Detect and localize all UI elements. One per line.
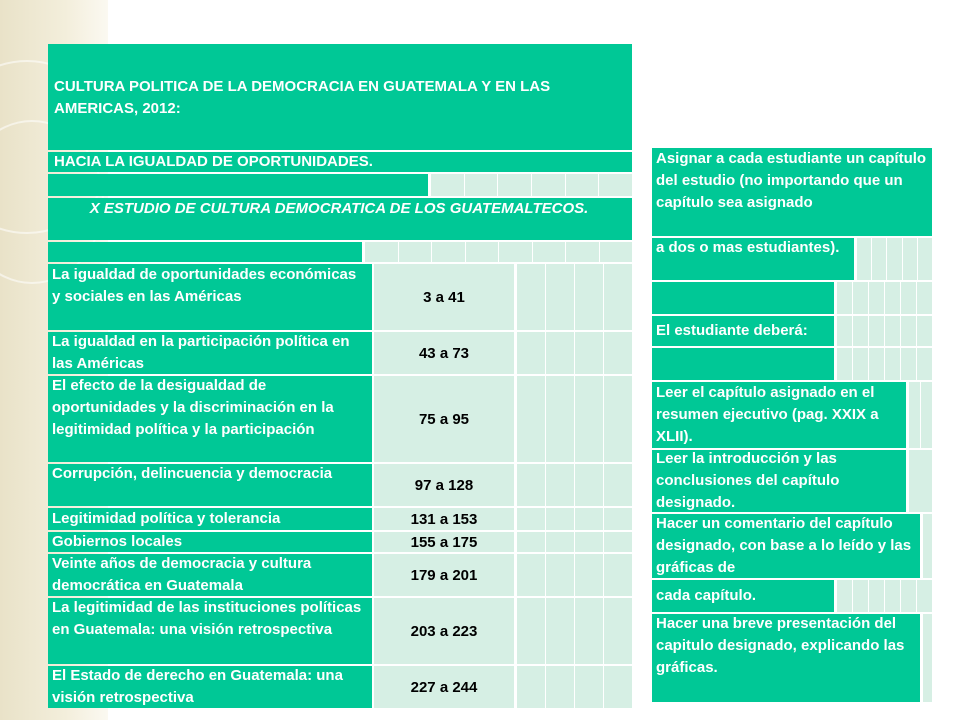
task-text: Hacer una breve presentación del capitulo designado, explicando las gráficas. [656,615,905,676]
task-text: Leer la introducción y las conclusiones del capítulo designado. [656,450,840,511]
pages-text: 227 a 244 [410,678,478,696]
instruction-text: El estudiante deberá: [656,322,808,339]
empty-green-cell [48,242,362,262]
empty-grid-cells [430,174,632,196]
empty-grid-cells [836,316,932,346]
pages-text: 203 a 223 [410,622,478,640]
empty-grid-cells [908,382,932,448]
empty-grid-cells [516,598,632,664]
study-title: X ESTUDIO DE CULTURA DEMOCRATICA DE LOS GUATEMALTECOS. [89,200,589,217]
empty-green-cell [48,174,428,196]
empty-grid-cells [516,464,632,506]
empty-grid-cells [364,242,632,262]
empty-grid-cells [516,508,632,530]
topic-text: Corrupción, delincuencia y democracia [52,465,333,482]
topic-text: El efecto de la desigualdad de oportunidades y la discriminación en la legitimidad política y la participación [52,377,334,438]
empty-grid-cells [836,348,932,380]
table-title: CULTURA POLITICA DE LA DEMOCRACIA EN GUATEMALA Y EN LAS AMERICAS, 2012: [54,78,551,117]
empty-grid-cells [922,614,932,702]
instruction-text: a dos o mas estudiantes). [656,239,840,256]
empty-grid-cells [856,238,932,280]
topic-text: La igualdad en la participación política en las Américas [52,333,350,372]
empty-grid-cells [836,282,932,314]
topic-text: Veinte años de democracia y cultura democrática en Guatemala [52,555,312,594]
pages-text: 155 a 175 [410,533,478,551]
pages-text: 43 a 73 [418,344,470,362]
table-subtitle: HACIA LA IGUALDAD DE OPORTUNIDADES. [54,153,373,170]
task-text: Hacer un comentario del capítulo designado, con base a lo leído y las gráficas de [656,515,912,576]
task-text: Leer el capítulo asignado en el resumen ejecutivo (pag. XXIX a XLII). [656,384,879,445]
pages-text: 75 a 95 [418,410,470,428]
empty-green-cell [652,282,834,314]
empty-grid-cells [516,376,632,462]
topic-text: Legitimidad política y tolerancia [52,510,281,527]
empty-grid-cells [516,554,632,596]
topic-text: La igualdad de oportunidades económicas y sociales en las Américas [52,266,357,305]
pages-text: 179 a 201 [410,566,478,584]
empty-grid-cells [516,332,632,374]
pages-text: 3 a 41 [423,288,465,306]
topic-text: Gobiernos locales [52,533,183,550]
pages-text: 131 a 153 [410,510,478,528]
topic-text: La legitimidad de las instituciones políticas en Guatemala: una visión retrospectiva [52,599,362,638]
empty-grid-cells [516,532,632,552]
task-text: cada capítulo. [656,587,757,604]
empty-grid-cells [516,264,632,330]
pages-text: 97 a 128 [414,476,474,494]
topic-text: El Estado de derecho en Guatemala: una visión retrospectiva [52,667,343,706]
empty-grid-cells [836,580,932,612]
empty-green-cell [652,348,834,380]
instruction-text: Asignar a cada estudiante un capítulo del estudio (no importando que un capítulo sea asignado [656,150,927,211]
empty-grid-cells [516,666,632,708]
empty-grid-cells [922,514,932,578]
empty-grid-cells [908,450,932,512]
